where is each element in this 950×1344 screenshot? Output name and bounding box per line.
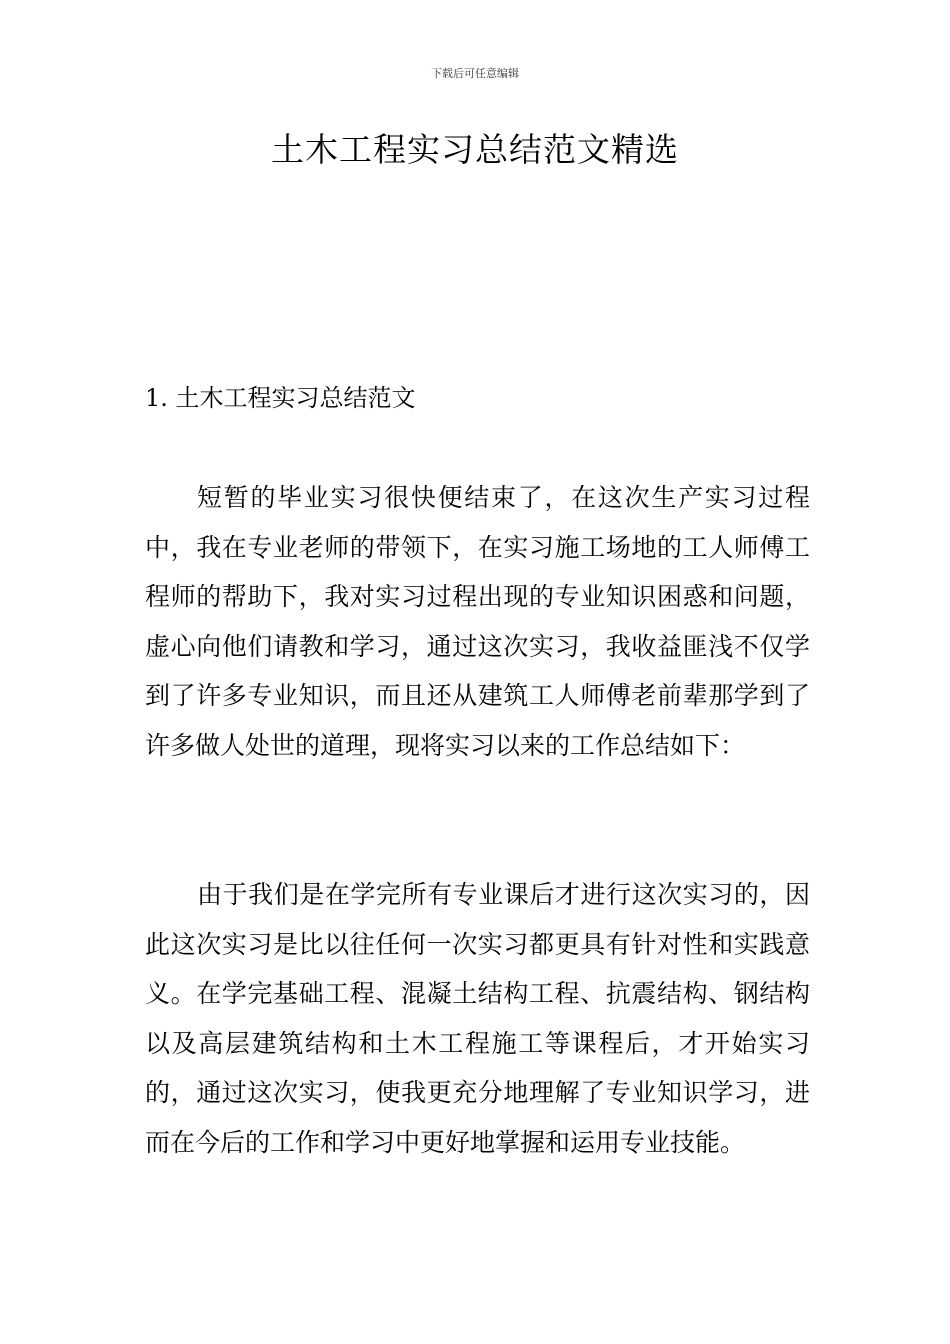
section-heading: 1. 土木工程实习总结范文 [145, 384, 416, 412]
body-paragraph-2: 由于我们是在学完所有专业课后才进行这次实习的，因此这次实习是比以往任何一次实习都更具有针对性和实践意义。在学完基础工程、混凝土结构工程、抗震结构、钢结构以及高层建筑结构和土木工程施工等课程后，才开始实习的，通过这次实习，使我更充分地理解了专业知识学习，进而在今后的工作和学习中更好地掌握和运用专业技能。 [145, 880, 810, 1157]
body-paragraph-1: 短暂的毕业实习很快便结束了，在这次生产实习过程中，我在专业老师的带领下，在实习施工场地的工人师傅工程师的帮助下，我对实习过程出现的专业知识困惑和问题，虚心向他们请教和学习，通过这次实习，我收益匪浅不仅学到了许多专业知识，而且还从建筑工人师傅老前辈那学到了许多做人处世的道理，现将实习以来的工作总结如下： [145, 483, 810, 760]
page-header-note: 下载后可任意编辑 [431, 67, 519, 80]
document-title: 土木工程实习总结范文精选 [271, 130, 679, 169]
